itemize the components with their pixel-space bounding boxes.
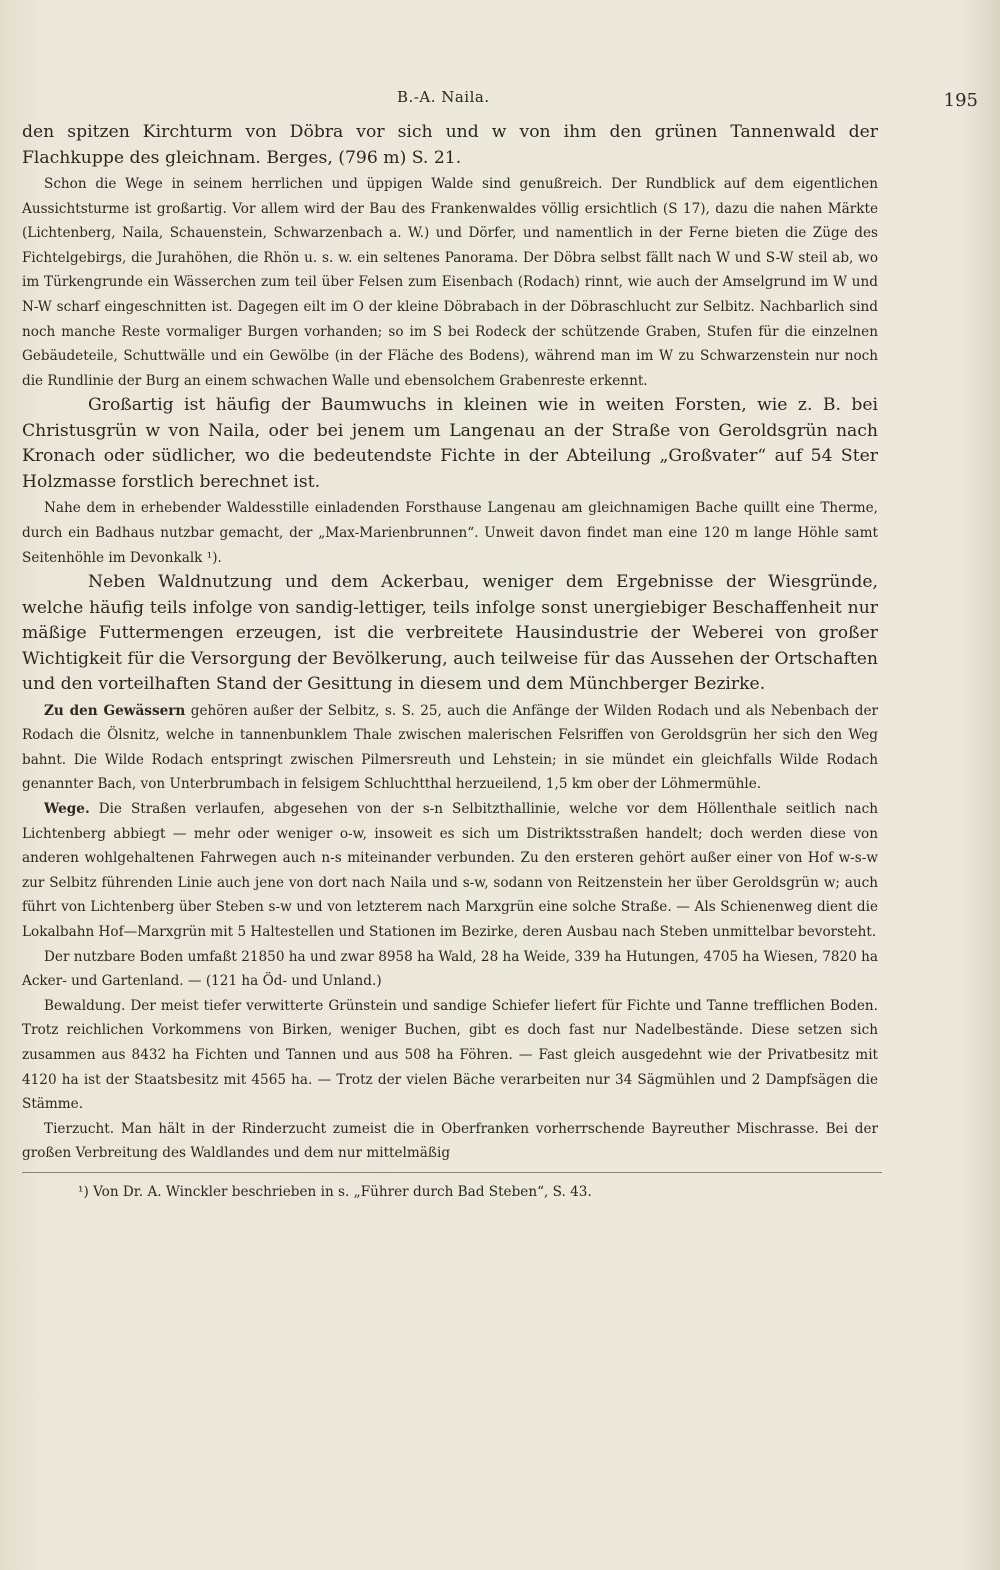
paragraph: Nahe dem in erhebender Waldesstille einladenden Forsthause Langenau am gleichnamigen Bache quillt eine Therme, durch ein Badhaus nutzbar gemacht, der „Max-Marienbrunnen“. Unweit davon findet man eine 120 m lange Höhle samt Seitenhöhle im Devonkalk ¹). [22, 500, 878, 566]
paragraph: den spitzen Kirchturm von Döbra vor sich und w von ihm den grünen Tannenwald der Flachkuppe des gleichnam. Berges, (796 m) S. 21. [22, 122, 878, 168]
footnote: ¹) Von Dr. A. Winckler beschrieben in s. „Führer durch Bad Steben“, S. 43. [78, 1183, 592, 1200]
paragraph-lead: Wege. [44, 801, 90, 817]
paragraph-lead: Zu den Gewässern [44, 702, 186, 719]
paragraph: Neben Waldnutzung und dem Ackerbau, weniger dem Ergebnisse der Wiesgründe, welche häufig teils infolge von sandig-lettiger, teils infolge sonst unergiebiger Beschaffenheit nur mäßige Futtermengen erzeugen, ist die verbreitete Hausindustrie der Weberei von großer Wichtigkeit für die Versorgung der Bevölkerung, auch teilweise für das Aussehen der Ortschaften und den vorteilhaften Stand der Gesittung in diesem und dem Münchberger Bezirke. [22, 572, 878, 695]
running-head: B.-A. Naila. [397, 88, 490, 106]
footnote-divider [22, 1172, 882, 1173]
paragraph: Bewaldung. Der meist tiefer verwitterte Grünstein und sandige Schiefer liefert für Fichte und Tanne trefflichen Boden. Trotz reichlichen Vorkommens von Birken, weniger Buchen, gibt es doch fast nur Nadelbestände. Diese setzen sich zusammen aus 8432 ha Fichten und Tannen und aus 508 ha Föhren. — Fast gleich ausgedehnt wie der Privatbesitz mit 4120 ha ist der Staatsbesitz mit 4565 ha. — Trotz der vielen Bäche verarbeiten nur 34 Sägmühlen und 2 Dampfsägen die Stämme. [22, 997, 878, 1113]
paragraph [22, 797, 878, 945]
paragraph [22, 699, 878, 797]
paragraph: Großartig ist häufig der Baumwuchs in kleinen wie in weiten Forsten, wie z. B. bei Christusgrün w von Naila, oder bei jenem um Langenau an der Straße von Geroldsgrün nach Kronach oder südlicher, wo die bedeutendste Fichte in der Abteilung „Großvater“ auf 54 Ster Holzmasse forstlich berechnet ist. [22, 395, 878, 492]
paragraph-text: Die Straßen verlaufen, abgesehen von der s-n Selbitzthallinie, welche vor dem Höllenthale seitlich nach Lichtenberg abbiegt — mehr oder weniger o-w, insoweit es sich um Distriktsstraßen handelt; doch werden diese von anderen wohlgehaltenen Fahrwegen auch n-s miteinander verbunden. Zu den ersteren gehört außer einer von Hof w-s-w zur Selbitz führenden Linie auch jene von dort nach Naila und s-w, sodann von Reitzenstein her über Geroldsgrün w; auch führt von Lichtenberg über Steben s-w und von letzterem nach Marxgrün eine solche Straße. — Als Schienenweg dient die Lokalbahn Hof—Marxgrün mit 5 Haltestellen und Stationen im Bezirke, deren Ausbau nach Steben unmittelbar bevorsteht. [22, 801, 878, 940]
page-body [22, 120, 878, 1203]
page-number: 195 [943, 90, 978, 111]
paragraph: Schon die Wege in seinem herrlichen und üppigen Walde sind genußreich. Der Rundblick auf dem eigentlichen Aussichtsturme ist großartig. Vor allem wird der Bau des Frankenwaldes völlig ersichtlich (S 17), dazu die nahen Märkte (Lichtenberg, Naila, Schauenstein, Schwarzenbach a. W.) und Dörfer, und namentlich in der Ferne bieten die Züge des Fichtelgebirgs, die Jurahöhen, die Rhön u. s. w. ein seltenes Panorama. Der Döbra selbst fällt nach W und S-W steil ab, wo im Türkengrunde ein Wässerchen zum teil über Felsen zum Eisenbach (Rodach) rinnt, wie auch der Amselgrund im W und N-W scharf eingeschnitten ist. Dagegen eilt im O der kleine Döbrabach in der Döbraschlucht zur Selbitz. Nachbarlich sind noch manche Reste vormaliger Burgen vorhanden; so im S bei Rodeck der schützende Graben, Stufen für die einzelnen Gebäudeteile, Schuttwälle und ein Gewölbe (in der Fläche des Bodens), während man im W zu Schwarzenstein nur noch die Rundlinie der Burg an einem schwachen Walle und ebensolchem Grabenreste erkennt. [22, 176, 878, 389]
paragraph: Tierzucht. Man hält in der Rinderzucht zumeist die in Oberfranken vorherrschende Bayreuther Mischrasse. Bei der großen Verbreitung des Waldlandes und dem nur mittelmäßig [22, 1120, 878, 1162]
paragraph-text: gehören außer der Selbitz, s. S. 25, auch die Anfänge der Wilden Rodach und als Nebenbach der Rodach die Ölsnitz, welche in tannenbunklem Thale zwischen malerischen Felsriffen von Geroldsgrün her sich den Weg bahnt. Die Wilde Rodach entspringt zwischen Pilmersreuth und Lehstein; in sie mündet ein gleichfalls Wilde Rodach genannter Bach, von Unterbrumbach in felsigem Schluchtthal herzueilend, 1,5 km ober der Löhmermühle. [22, 702, 879, 793]
page-header [22, 86, 978, 120]
paragraph: Der nutzbare Boden umfaßt 21850 ha und zwar 8958 ha Wald, 28 ha Weide, 339 ha Hutungen, 4705 ha Wiesen, 7820 ha Acker- und Gartenland. — (121 ha Öd- und Unland.) [22, 948, 878, 990]
